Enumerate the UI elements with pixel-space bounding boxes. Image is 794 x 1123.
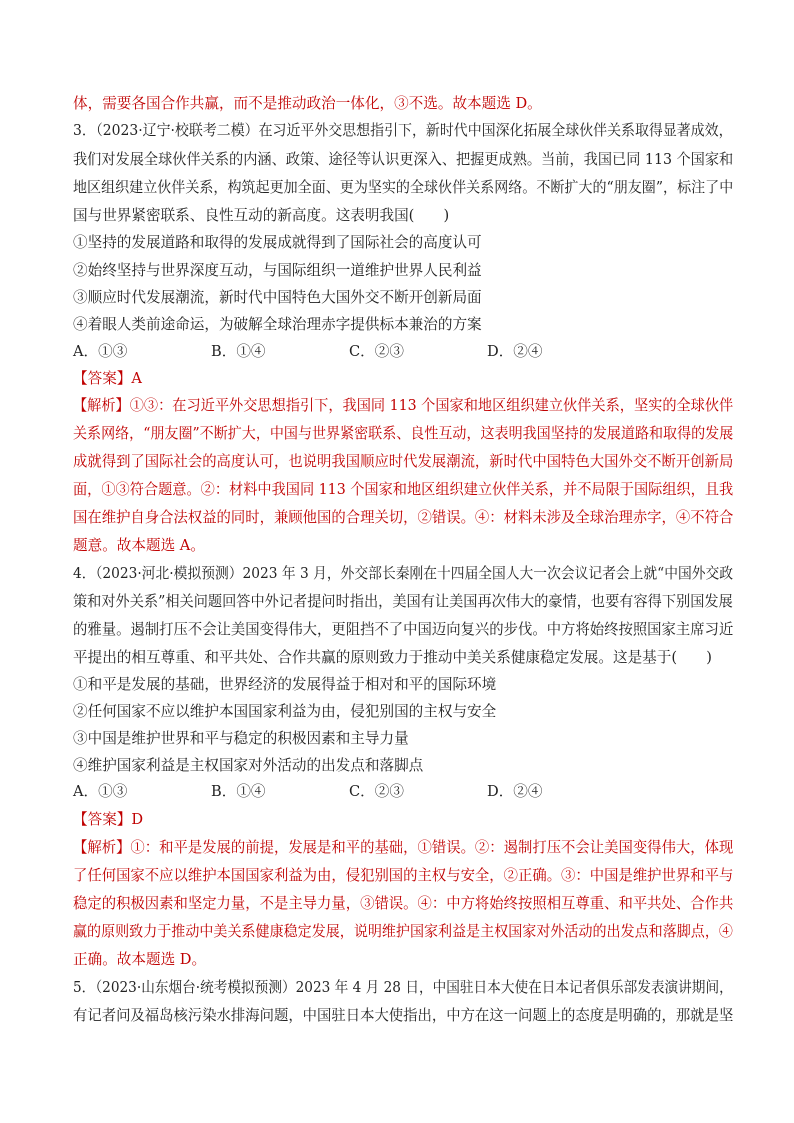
statement-item: ②始终坚持与世界深度互动，与国际组织一道维护世界人民利益 <box>73 262 482 279</box>
question-stem-line: 5．（2023·山东烟台·统考模拟预测）2023 年 4 月 28 日，中国驻日本大使在日本记者俱乐部发表演讲期间， <box>73 979 733 996</box>
question-stem-line: 我们对发展全球伙伴关系的内涵、政策、途径等认识更深入、把握更成熟。当前，我国已同 113 个国家和 <box>73 151 734 168</box>
question-stem-line: 的雅量。遏制打压不会让美国变得伟大，更阻挡不了中国迈向复兴的步伐。中方将始终按照国家主席习近 <box>73 621 734 638</box>
analysis-line: 稳定的积极因素和坚定力量，不是主导力量，③错误。④：中方将始终按照相互尊重、和平共处、合作共 <box>73 895 734 912</box>
statement-item: ③顺应时代发展潮流，新时代中国特色大国外交不断开创新局面 <box>73 289 482 306</box>
analysis-line: 题意。故本题选 A。 <box>73 537 205 554</box>
question-stem-line: 平提出的相互尊重、和平共处、合作共赢的原则致力于推动中美关系健康稳定发展。这是基于( ) <box>73 649 712 666</box>
analysis-line: 关系网络，“朋友圈”不断扩大，中国与世界紧密联系、良性互动，这表明我国坚持的发展道路和取得的发展 <box>73 425 734 442</box>
answer-label: 【答案】A <box>73 370 142 387</box>
option-d: D．②④ <box>487 343 543 360</box>
question-stem-line: 有记者问及福岛核污染水排海问题，中国驻日本大使指出，中方在这一问题上的态度是明确的，那就是坚 <box>73 1007 734 1024</box>
analysis-line: 【解析】①：和平是发展的前提，发展是和平的基础，①错误。②：遏制打压不会让美国变得伟大，体现 <box>73 839 734 856</box>
statement-item: ④维护国家利益是主权国家对外活动的出发点和落脚点 <box>73 757 424 774</box>
option-c: C．②③ <box>349 783 404 800</box>
question-stem-line: 3．（2023·辽宁·校联考二模）在习近平外交思想指引下，新时代中国深化拓展全球伙伴关系取得显著成效， <box>73 122 733 139</box>
statement-item: ①和平是发展的基础，世界经济的发展得益于相对和平的国际环境 <box>73 676 497 693</box>
analysis-line: 【解析】①③：在习近平外交思想指引下，我国同 113 个国家和地区组织建立伙伴关系，坚实的全球伙伴 <box>73 397 734 414</box>
question-stem-line: 地区组织建立伙伴关系，构筑起更加全面、更为坚实的全球伙伴关系网络。不断扩大的“朋友圈”，标注了中 <box>73 179 734 196</box>
option-c: C．②③ <box>349 343 404 360</box>
prev-analysis-tail: 体，需要各国合作共赢，而不是推动政治一体化，③不选。故本题选 D。 <box>73 95 542 112</box>
option-b: B．①④ <box>211 783 266 800</box>
question-stem-line: 策和对外关系”相关问题回答中外记者提问时指出，美国有让美国再次伟大的豪情，也要有容得下别国发展 <box>73 593 733 610</box>
analysis-line: 面，①③符合题意。②：材料中我国同 113 个国家和地区组织建立伙伴关系，并不局限于国际组织，且我 <box>73 481 734 498</box>
analysis-line: 正确。故本题选 D。 <box>73 951 207 968</box>
analysis-line: 成就得到了国际社会的高度认可，也说明我国顺应时代发展潮流，新时代中国特色大国外交不断开创新局 <box>73 453 734 470</box>
answer-label: 【答案】D <box>73 811 144 828</box>
analysis-line: 国在维护自身合法权益的同时，兼顾他国的合理关切，②错误。④：材料未涉及全球治理赤字，④不符合 <box>73 509 734 526</box>
option-a: A．①③ <box>73 783 128 800</box>
option-a: A．①③ <box>73 343 128 360</box>
statement-item: ②任何国家不应以维护本国国家利益为由，侵犯别国的主权与安全 <box>73 703 497 720</box>
analysis-line: 了任何国家不应以维护本国国家利益为由，侵犯别国的主权与安全，②正确。③：中国是维护世界和平与 <box>73 867 734 884</box>
question-stem-line: 4．（2023·河北·模拟预测）2023 年 3 月，外交部长秦刚在十四届全国人大一次会议记者会上就“中国外交政 <box>73 565 734 582</box>
statement-item: ①坚持的发展道路和取得的发展成就得到了国际社会的高度认可 <box>73 234 482 251</box>
option-d: D．②④ <box>487 783 543 800</box>
statement-item: ③中国是维护世界和平与稳定的积极因素和主导力量 <box>73 730 409 747</box>
question-stem-line: 国与世界紧密联系、良性互动的新高度。这表明我国( ) <box>73 207 450 224</box>
statement-item: ④着眼人类前途命运，为破解全球治理赤字提供标本兼治的方案 <box>73 316 482 333</box>
analysis-line: 赢的原则致力于推动中美关系健康稳定发展，说明维护国家利益是主权国家对外活动的出发点和落脚点，④ <box>73 923 733 940</box>
option-b: B．①④ <box>211 343 266 360</box>
